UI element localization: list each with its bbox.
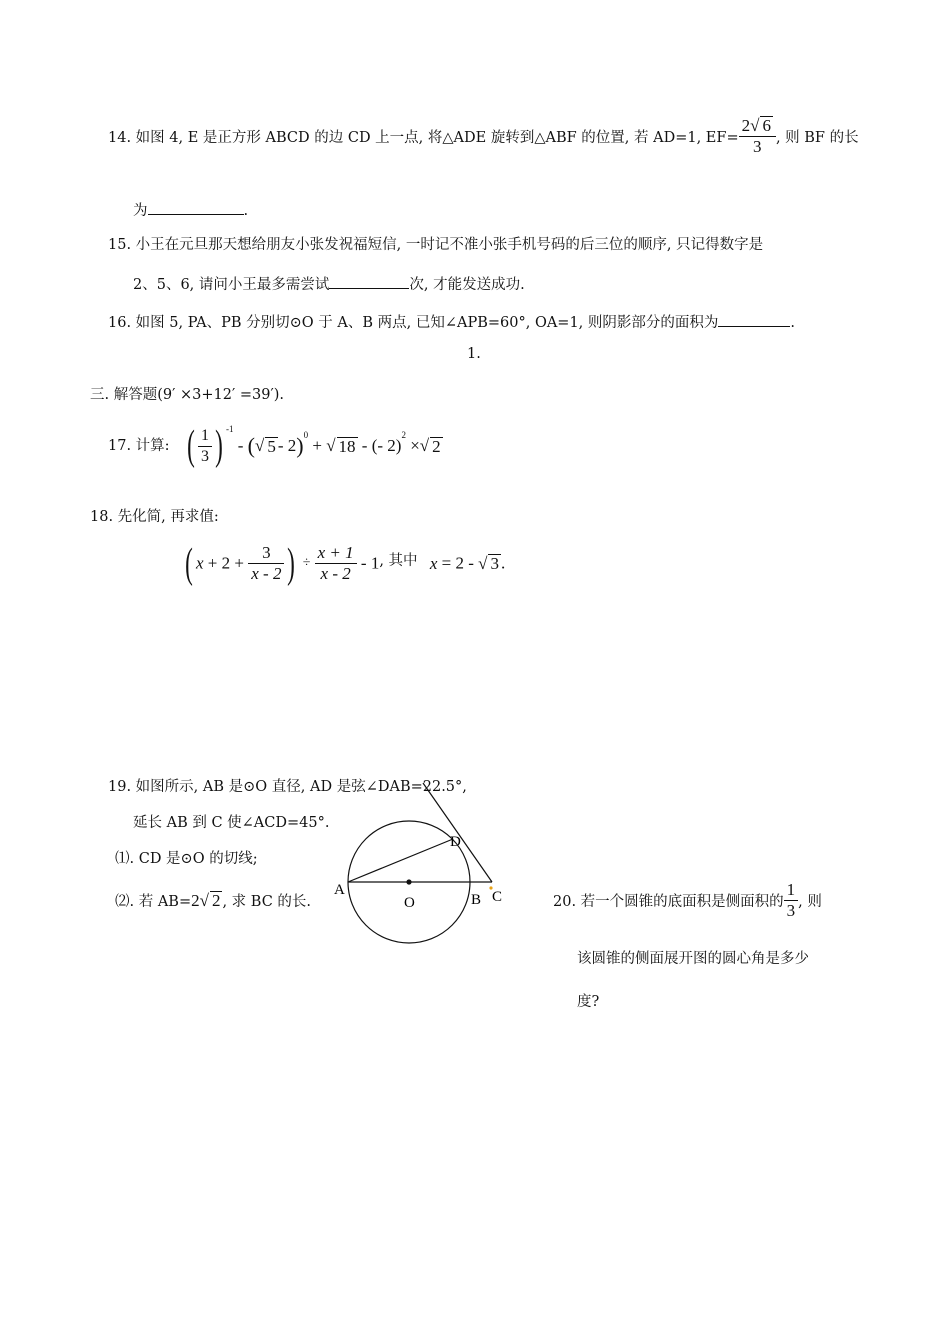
q20-line1: 20. 若一个圆锥的底面积是侧面积的 $\frac{1}{3}$ , 则 <box>553 880 822 920</box>
page-number: 1. <box>467 346 481 362</box>
q16-answer-blank[interactable] <box>718 314 790 327</box>
center-dot <box>406 879 411 884</box>
q17-label: 17. 计算: <box>108 438 170 454</box>
q17-expression: ( $\frac{1}{3}$ ) $^{-1}$ - (√ 5 - 2)$^0$ + √ 18 - (- 2)$^2$ ×√ 2 <box>187 423 441 470</box>
q19-line2: 延长 AB 到 C 使∠ACD=45°. <box>133 815 330 831</box>
q15-line2: 2、5、6, 请问小王最多需尝试 次, 才能发送成功. <box>133 277 525 293</box>
chord-ad <box>348 839 453 882</box>
q14-answer-blank[interactable] <box>148 202 244 215</box>
q19-part2: ⑵. 若 AB=2√ 2 , 求 BC 的长. <box>115 890 312 910</box>
q14-fraction: $\frac{2√ 6}{3}$ <box>739 116 776 157</box>
q18-expression: ( x + 2 + $\frac{3}{x - 2}$ ) ÷ $\frac{x + 1}{x - 2}$ - 1, 其中 x = 2 - √ 3 . <box>185 540 506 587</box>
label-b: B <box>471 892 482 908</box>
label-o: O <box>404 895 415 911</box>
q19-line1: 19. 如图所示, AB 是⊙O 直径, AD 是弦∠DAB=22.5°, <box>108 779 467 795</box>
q14-text-a: 14. 如图 4, E 是正方形 ABCD 的边 CD 上一点, 将△ADE 旋转到△ABF 的位置, 若 AD=1, EF= <box>108 130 739 146</box>
q18-label: 18. 先化简, 再求值: <box>90 509 219 525</box>
label-d: D <box>450 834 461 850</box>
q14-text-b: , 则 BF 的长 <box>775 130 859 146</box>
q16-line: 16. 如图 5, PA、PB 分别切⊙O 于 A、B 两点, 已知∠APB=60°, OA=1, 则阴影部分的面积为 . <box>108 315 796 331</box>
q15-line1: 15. 小王在元旦那天想给朋友小张发祝福短信, 一时记不准小张手机号码的后三位的顺序, 只记得数字是 <box>108 237 764 253</box>
q15-answer-blank[interactable] <box>329 276 409 289</box>
q14-line2: 为 . <box>133 203 249 219</box>
circle-tangent-figure <box>330 778 530 948</box>
q19-part1: ⑴. CD 是⊙O 的切线; <box>115 851 258 867</box>
label-c: C <box>492 889 503 905</box>
label-a: A <box>334 882 345 898</box>
tangent-cd <box>423 783 492 882</box>
q14-line1 <box>108 116 859 166</box>
q20-line2: 该圆锥的侧面展开图的圆心角是多少 <box>577 951 809 967</box>
q20-line3: 度? <box>577 994 600 1010</box>
section-3-heading: 三. 解答题(9′ ×3+12′ =39′). <box>90 387 285 403</box>
